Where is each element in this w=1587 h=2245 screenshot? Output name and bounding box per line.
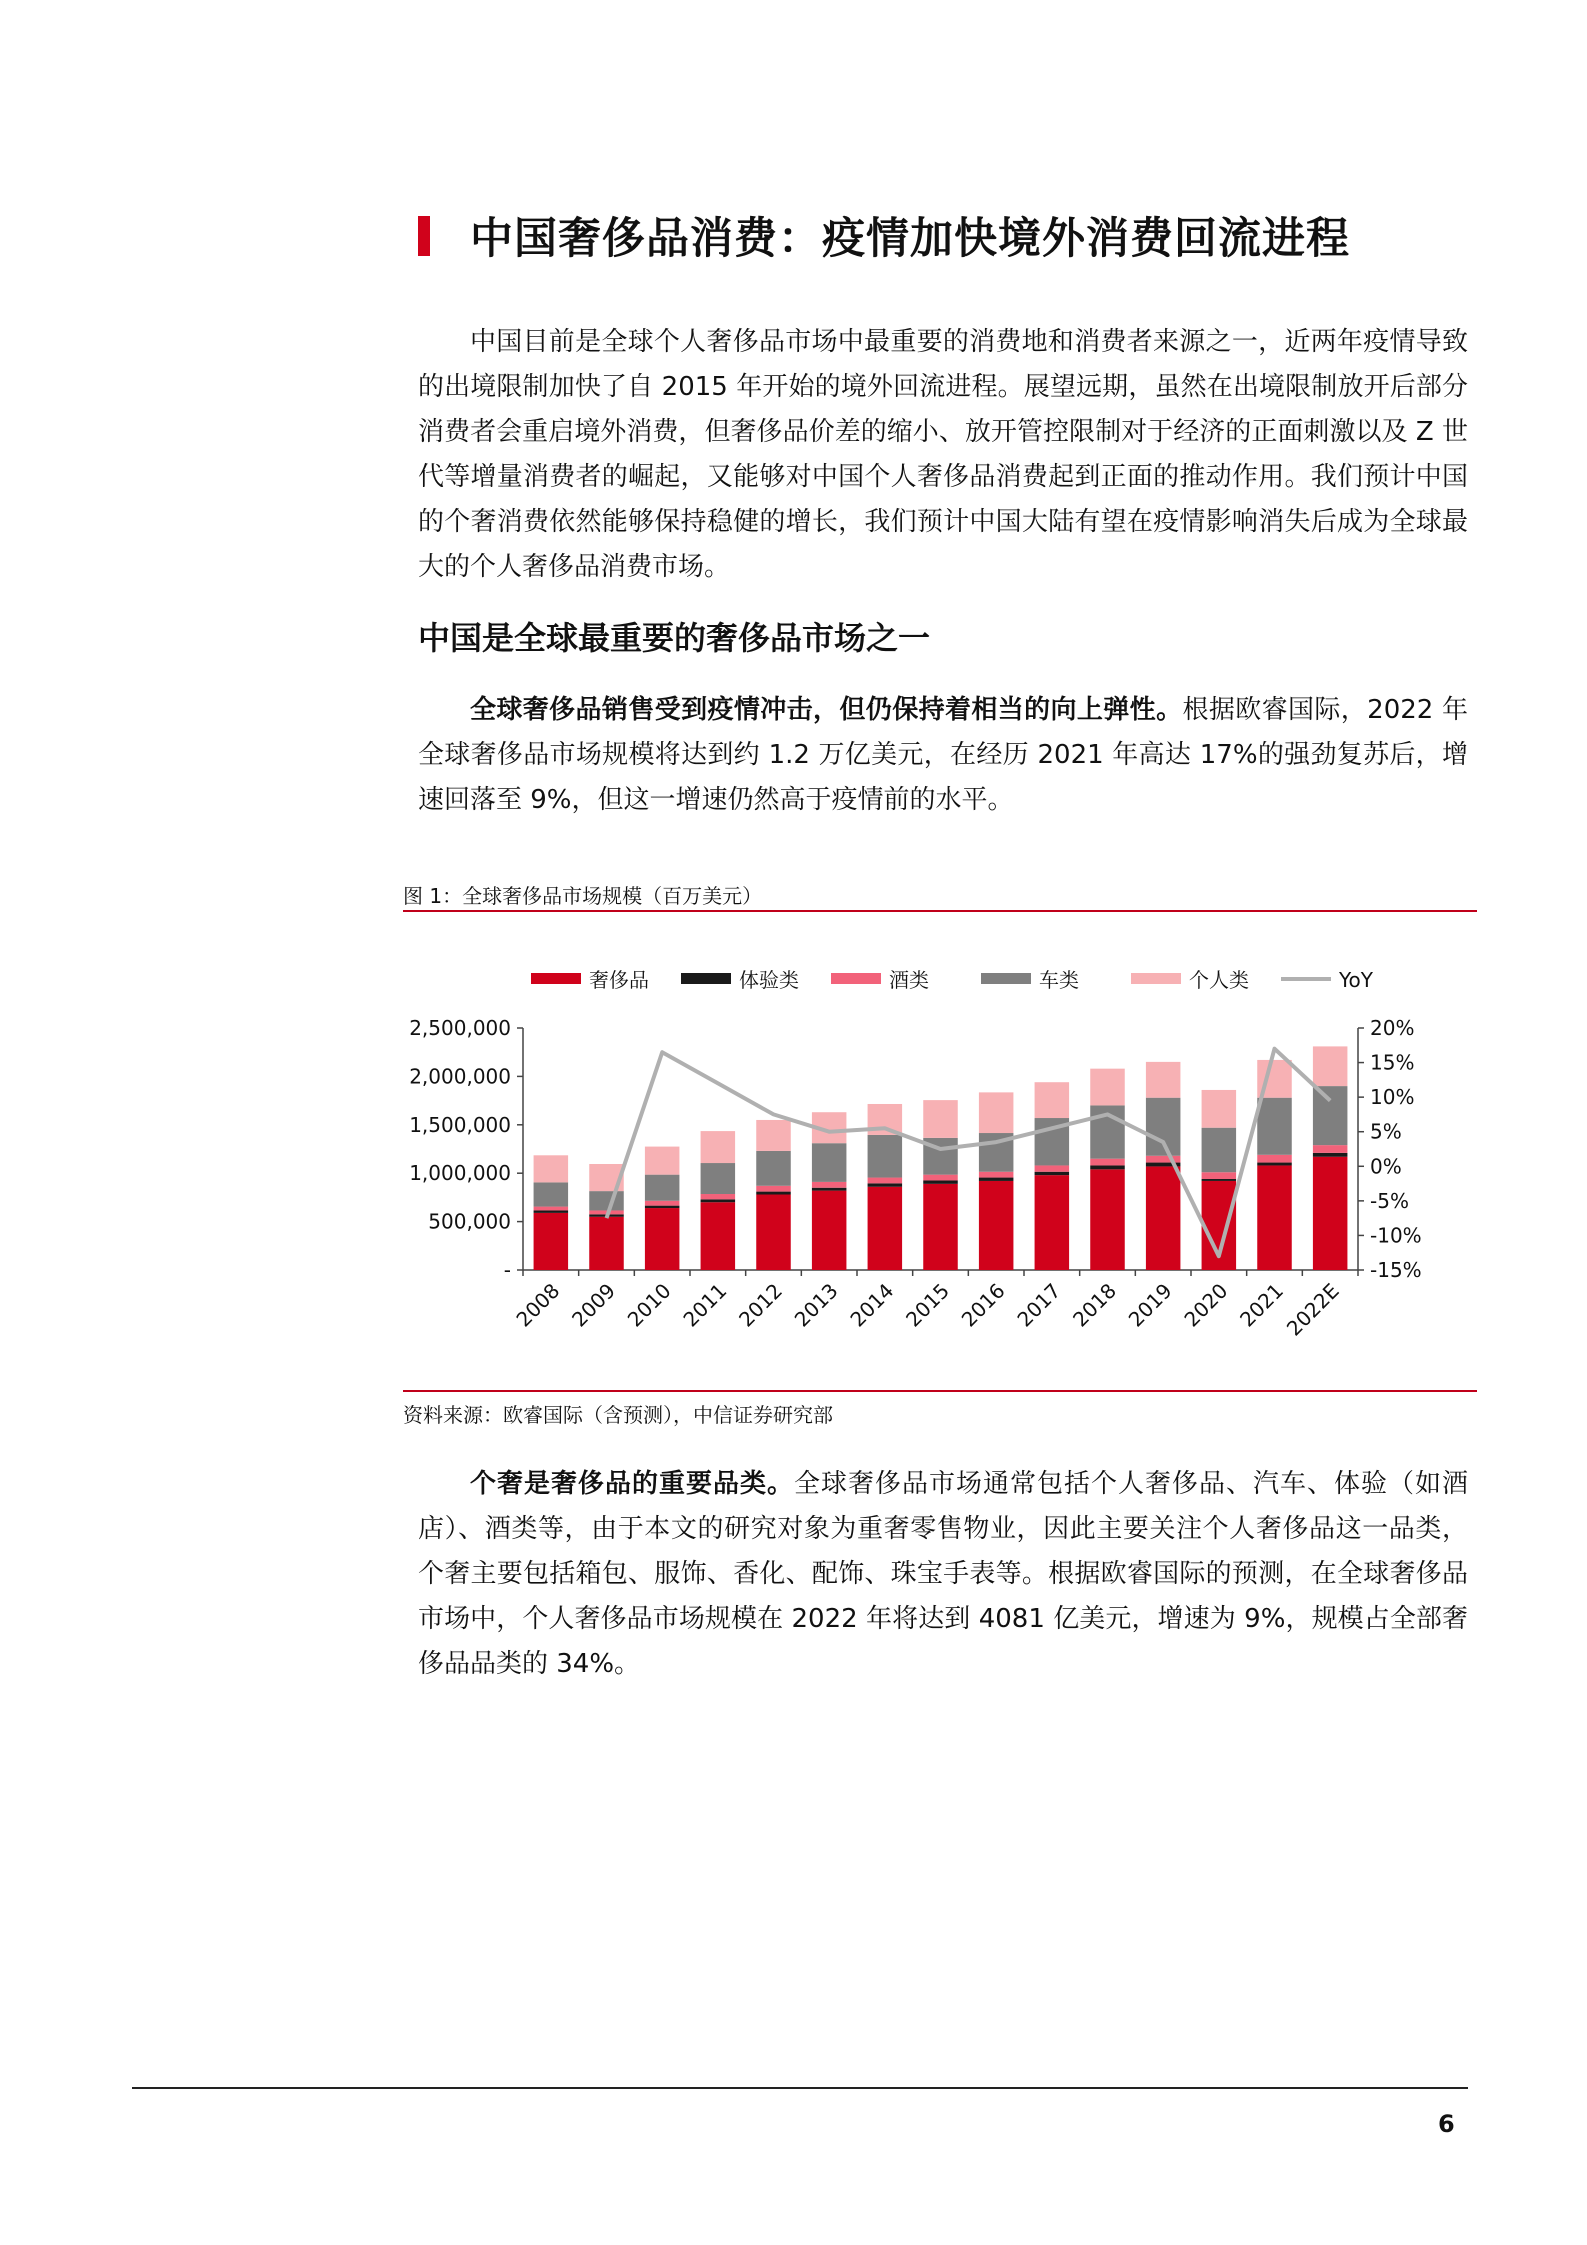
bar-segment — [812, 1182, 847, 1188]
bar-segment — [923, 1100, 958, 1138]
figure-bottom-rule — [403, 1390, 1477, 1392]
x-tick-label: 2011 — [678, 1278, 732, 1332]
legend-swatch-4 — [1131, 973, 1181, 984]
x-tick-label: 2021 — [1235, 1278, 1289, 1332]
x-tick-label: 2015 — [901, 1278, 955, 1332]
x-tick-label: 2009 — [567, 1278, 621, 1332]
legend-swatch-2 — [831, 973, 881, 984]
bar-segment — [868, 1183, 903, 1186]
bar-segment — [1313, 1153, 1348, 1157]
bar-segment — [923, 1175, 958, 1181]
section-title-text: 中国奢侈品消费：疫情加快境外消费回流进程 — [470, 214, 1350, 264]
bar-segment — [1313, 1145, 1348, 1153]
legend-swatch-1 — [681, 973, 731, 984]
bar-segment — [1090, 1069, 1125, 1106]
bar-segment — [812, 1143, 847, 1182]
bar-segment — [1257, 1165, 1292, 1270]
right-tick-label: -10% — [1370, 1223, 1422, 1248]
bar-segment — [1202, 1179, 1237, 1181]
bar-segment — [979, 1178, 1014, 1181]
bar-segment — [701, 1163, 736, 1194]
bar-segment — [701, 1202, 736, 1270]
bar-segment — [979, 1181, 1014, 1270]
para2-text: 根据欧睿国际，2022 年全球奢侈品市场规模将达到约 1.2 万亿美元，在经历 2021 年高达 17%的强劲复苏后，增速回落至 9%，但这一增速仍然高于疫情前的水平。 — [418, 695, 1468, 815]
x-tick-label: 2018 — [1068, 1278, 1122, 1332]
legend-label: YoY — [1339, 968, 1374, 992]
bar-segment — [589, 1191, 624, 1210]
bar-segment — [1202, 1172, 1237, 1179]
bar-segment — [1257, 1163, 1292, 1166]
bar-segment — [645, 1208, 680, 1270]
bar-segment — [756, 1186, 791, 1192]
sub-title: 中国是全球最重要的奢侈品市场之一 — [418, 619, 931, 657]
bar-segment — [1257, 1098, 1292, 1155]
figure-title: 图 1：全球奢侈品市场规模（百万美元） — [403, 884, 763, 908]
bar-segment — [1146, 1166, 1181, 1270]
footer-rule — [132, 2087, 1468, 2089]
legend-label: 车类 — [1039, 968, 1079, 992]
left-tick-label: 2,000,000 — [409, 1064, 511, 1089]
bar-segment — [534, 1207, 569, 1211]
paragraph-2 — [418, 688, 1468, 823]
bar-segment — [868, 1135, 903, 1178]
bar-segment — [1257, 1155, 1292, 1163]
para3-bold: 个奢是奢侈品的重要品类。 — [470, 1469, 794, 1499]
bar-segment — [534, 1182, 569, 1206]
bar-segment — [756, 1194, 791, 1270]
para3-text: 全球奢侈品市场通常包括个人奢侈品、汽车、体验（如酒店）、酒类等，由于本文的研究对象为重奢零售物业，因此主要关注个人奢侈品这一品类，个奢主要包括箱包、服饰、香化、配饰、珠宝手表等。根据欧睿国际的预测，在全球奢侈品市场中，个人奢侈品市场规模在 2022 年将达到 4081 亿美元，增速为 9%，规模占全部奢侈品品类的 34%。 — [418, 1469, 1468, 1679]
x-tick-label: 2019 — [1123, 1278, 1177, 1332]
right-tick-label: 5% — [1370, 1119, 1402, 1144]
bar-segment — [923, 1184, 958, 1270]
bar-segment — [645, 1206, 680, 1208]
page-number: 6 — [1438, 2110, 1455, 2138]
legend-label: 个人类 — [1189, 968, 1249, 992]
right-tick-label: 15% — [1370, 1050, 1415, 1075]
bar-segment — [645, 1147, 680, 1175]
bar-segment — [534, 1155, 569, 1182]
bar-segment — [1313, 1157, 1348, 1270]
x-tick-label: 2010 — [622, 1278, 676, 1332]
bar-segment — [923, 1180, 958, 1183]
figure-top-rule — [403, 910, 1477, 912]
bar-segment — [1202, 1090, 1237, 1128]
left-tick-label: 500,000 — [428, 1209, 511, 1234]
x-tick-label: 2022E — [1281, 1278, 1344, 1341]
bar-segment — [979, 1092, 1014, 1133]
bar-segment — [1313, 1086, 1348, 1145]
bar-segment — [868, 1178, 903, 1184]
bar-segment — [812, 1191, 847, 1270]
bar-segment — [1146, 1098, 1181, 1156]
intro-paragraph — [418, 320, 1468, 590]
section-title — [418, 205, 1350, 266]
x-tick-label: 2016 — [956, 1278, 1010, 1332]
bar-segment — [1035, 1172, 1070, 1175]
bar-segment — [1035, 1165, 1070, 1171]
left-tick-label: 1,000,000 — [409, 1161, 511, 1186]
x-tick-label: 2008 — [511, 1278, 565, 1332]
bar-segment — [534, 1213, 569, 1270]
bar-segment — [756, 1151, 791, 1186]
para2-bold: 全球奢侈品销售受到疫情冲击，但仍保持着相当的向上弹性。 — [470, 695, 1183, 725]
right-tick-label: -15% — [1370, 1258, 1422, 1282]
right-tick-label: 20% — [1370, 1016, 1415, 1040]
bar-segment — [979, 1172, 1014, 1178]
left-tick-label: 1,500,000 — [409, 1112, 511, 1137]
x-tick-label: 2014 — [845, 1278, 899, 1332]
bar-segment — [589, 1217, 624, 1270]
bar-segment — [1202, 1128, 1237, 1173]
left-tick-label: 2,500,000 — [409, 1016, 511, 1040]
bar-segment — [701, 1199, 736, 1202]
bar-segment — [645, 1201, 680, 1206]
bar-segment — [756, 1120, 791, 1151]
legend-label: 奢侈品 — [589, 968, 649, 992]
bar-segment — [1090, 1165, 1125, 1169]
bar-segment — [1313, 1046, 1348, 1086]
intro-text: 中国目前是全球个人奢侈品市场中最重要的消费地和消费者来源之一，近两年疫情导致的出境限制加快了自 2015 年开始的境外回流进程。展望远期，虽然在出境限制放开后部分消费者会重启境外消费，但奢侈品价差的缩小、放开管控限制对于经济的正面刺激以及 Z 世代等增量消费者的崛起，又能够对中国个人奢侈品消费起到正面的推动作用。我们预计中国的个奢消费依然能够保持稳健的增长，我们预计中国大陆有望在疫情影响消失后成为全球最大的个人奢侈品消费市场。 — [418, 327, 1468, 582]
bar-segment — [534, 1210, 569, 1212]
bar-segment — [868, 1187, 903, 1270]
x-tick-label: 2012 — [734, 1278, 788, 1332]
x-tick-label: 2020 — [1179, 1278, 1233, 1332]
market-size-chart — [403, 940, 1477, 1380]
bar-segment — [701, 1194, 736, 1199]
bar-segment — [1090, 1169, 1125, 1270]
title-accent-bar — [418, 216, 430, 256]
bar-segment — [1090, 1159, 1125, 1166]
bar-segment — [756, 1192, 791, 1195]
left-tick-label: - — [503, 1258, 511, 1282]
bar-segment — [1035, 1175, 1070, 1270]
x-tick-label: 2017 — [1012, 1278, 1066, 1332]
figure-source: 资料来源：欧睿国际（含预测），中信证券研究部 — [403, 1403, 833, 1427]
paragraph-3 — [418, 1462, 1468, 1687]
legend-label: 酒类 — [889, 968, 929, 992]
bar-segment — [1146, 1156, 1181, 1163]
right-tick-label: -5% — [1370, 1188, 1409, 1213]
bar-segment — [1035, 1082, 1070, 1118]
right-tick-label: 10% — [1370, 1085, 1415, 1110]
bar-segment — [1146, 1062, 1181, 1098]
legend-label: 体验类 — [739, 968, 799, 992]
bar-segment — [701, 1131, 736, 1163]
legend-swatch-3 — [981, 973, 1031, 984]
bar-segment — [645, 1175, 680, 1201]
bar-segment — [812, 1188, 847, 1191]
x-tick-label: 2013 — [789, 1278, 843, 1332]
legend-swatch-0 — [531, 973, 581, 984]
right-tick-label: 0% — [1370, 1154, 1402, 1179]
